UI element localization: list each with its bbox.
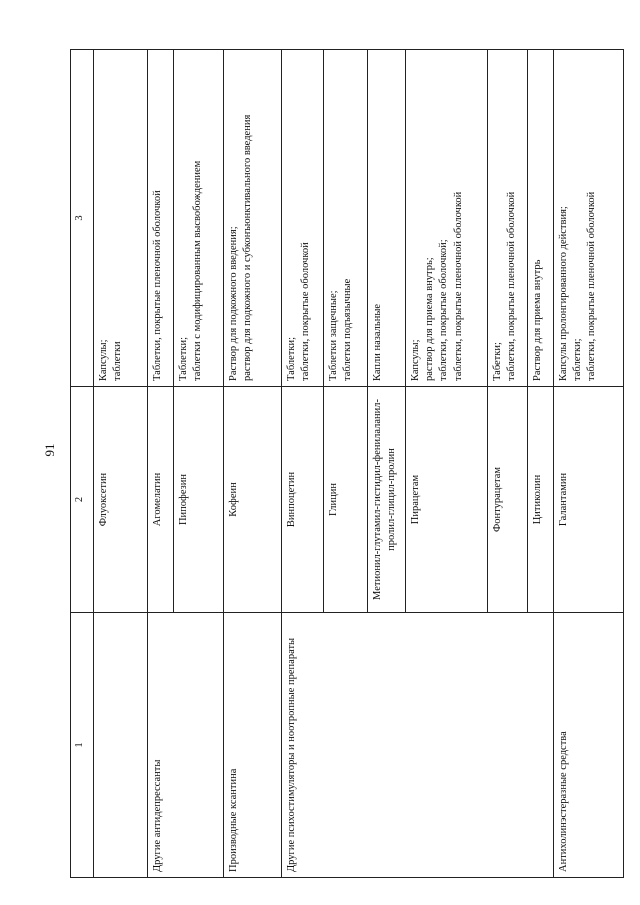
group-cell	[94, 613, 148, 878]
form-cell	[148, 50, 174, 387]
form-cell	[488, 50, 528, 387]
form-line: Таблетки защечные;	[328, 290, 339, 381]
form-line: Таблетки;	[178, 336, 189, 381]
form-line: таблетки подъязычные	[342, 278, 354, 381]
form-cell	[528, 50, 554, 387]
form-line: таблетки, покрытые оболочкой	[300, 242, 312, 381]
group-cell: Производные ксантина	[224, 613, 282, 878]
form-line: Капсулы;	[98, 339, 109, 381]
header-col-1: 1	[71, 613, 94, 878]
header-col-3: 3	[71, 50, 94, 387]
rotated-page	[70, 50, 608, 878]
table-row	[282, 50, 324, 878]
form-line: таблетки с модифицированным высвобождением	[192, 160, 204, 381]
form-line: Раствор для подкожного введения;	[228, 226, 239, 381]
table-row	[554, 50, 624, 878]
form-line: таблетки, покрытые оболочкой;	[438, 239, 450, 381]
drug-cell: Кофеин	[224, 387, 282, 613]
form-cell	[406, 50, 488, 387]
form-line: Таблетки, покрытые пленочной оболочкой	[152, 190, 163, 381]
form-cell	[224, 50, 282, 387]
form-line: раствор для приема внутрь;	[424, 257, 436, 381]
form-cell	[282, 50, 324, 387]
drug-cell: Пипофезин	[174, 387, 224, 613]
form-cell	[174, 50, 224, 387]
group-cell: Антихолинэстеразные средства	[554, 613, 624, 878]
header-col-2: 2	[71, 387, 94, 613]
table-row	[148, 50, 174, 878]
table-row	[94, 50, 148, 878]
drug-cell: Глицин	[324, 387, 368, 613]
drug-table	[70, 49, 624, 878]
form-line: таблетки, покрытые пленочной оболочкой	[506, 191, 518, 381]
drug-cell: Агомелатин	[148, 387, 174, 613]
group-cell: Другие психостимуляторы и ноотропные препараты	[282, 613, 554, 878]
form-line: таблетки, покрытые пленочной оболочкой	[452, 191, 464, 381]
drug-cell: Флуоксетин	[94, 387, 148, 613]
drug-cell: Метионил-глутамил-гистидил-фенилаланил-пролил-глицил-пролин	[368, 387, 406, 613]
form-line: Капсулы пролонгированного действия;	[558, 206, 569, 381]
form-line: таблетки	[112, 341, 124, 381]
drug-cell: Галантамин	[554, 387, 624, 613]
page-number: 91	[42, 443, 57, 457]
form-line: Капсулы;	[410, 339, 421, 381]
drug-cell: Фонтурацетам	[488, 387, 528, 613]
form-line: Капли назальные	[372, 303, 383, 381]
form-line: таблетки;	[572, 338, 584, 381]
header-row	[71, 50, 94, 878]
form-line: Табетки;	[492, 342, 503, 381]
drug-cell: Винпоцетин	[282, 387, 324, 613]
form-line: таблетки, покрытые пленочной оболочкой	[586, 191, 598, 381]
form-cell	[554, 50, 624, 387]
group-cell: Другие антидепрессанты	[148, 613, 224, 878]
form-line: Раствор для приема внутрь	[532, 259, 543, 381]
drug-cell: Цитиколин	[528, 387, 554, 613]
form-cell	[324, 50, 368, 387]
drug-cell: Пирацетам	[406, 387, 488, 613]
form-cell	[94, 50, 148, 387]
table-row	[224, 50, 282, 878]
form-cell	[368, 50, 406, 387]
form-line: Таблетки;	[286, 336, 297, 381]
form-line: раствор для подкожного и субконъюнктивального введения	[242, 114, 254, 381]
